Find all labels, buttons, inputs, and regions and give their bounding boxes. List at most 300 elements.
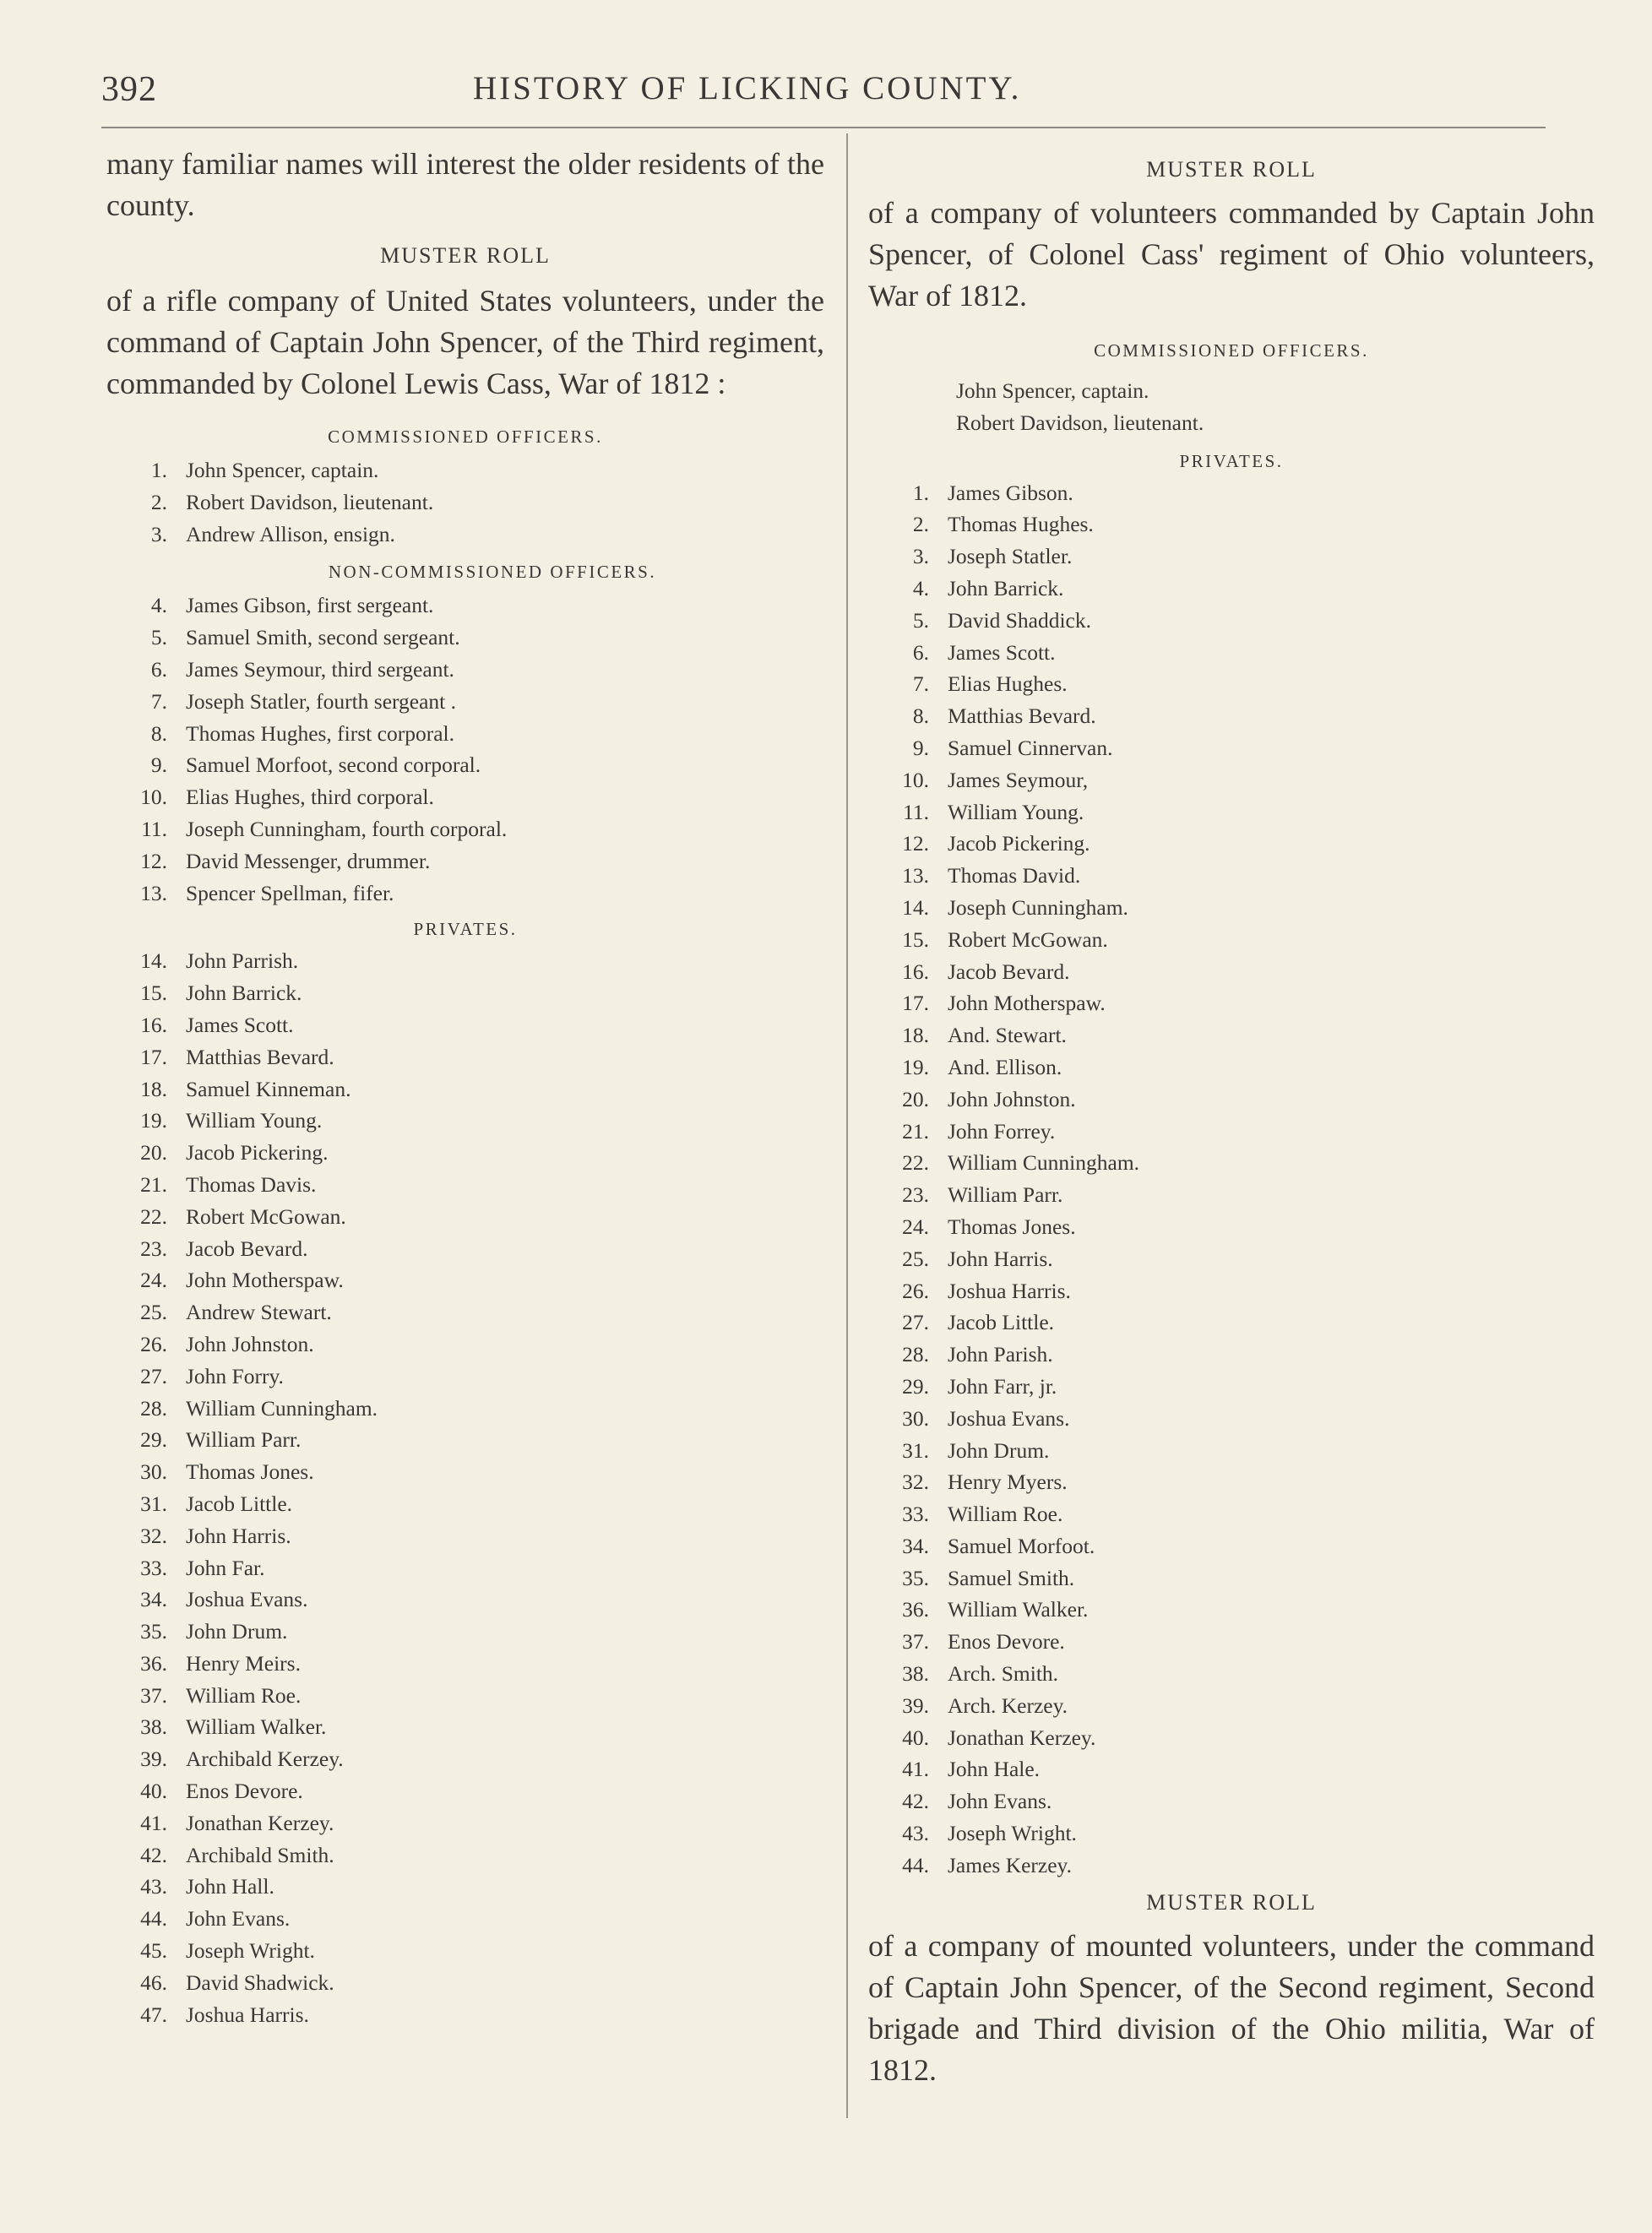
list-item	[106, 781, 824, 813]
entry-number: 33.	[902, 1502, 929, 1527]
list-item	[868, 732, 1595, 764]
entry-number: 23.	[902, 1182, 929, 1208]
entry-number: 15.	[140, 981, 167, 1006]
muster-roll-description-2: of a company of mounted volunteers, under the command of Captain John Spencer, of the Second regiment, Second brigade and Third division of the Ohio militia, War of 1812.	[868, 1928, 1595, 2087]
entry-number: 39.	[140, 1747, 167, 1772]
list-item	[868, 1435, 1595, 1467]
list-item	[868, 605, 1595, 637]
entry-name: Robert Davidson, lieutenant.	[186, 489, 434, 514]
list-item	[868, 1626, 1595, 1658]
entry-number: 10.	[140, 785, 167, 810]
entry-name: Matthias Bevard.	[948, 704, 1096, 729]
muster-roll-heading: MUSTER ROLL	[380, 243, 551, 268]
entry-name: Jacob Bevard.	[186, 1236, 308, 1261]
entry-number: 47.	[140, 2002, 167, 2027]
entry-number: 4.	[912, 575, 929, 600]
list-item	[106, 1488, 824, 1520]
entry-number: 32.	[902, 1470, 929, 1495]
muster-roll-heading-2: MUSTER ROLL	[1146, 1889, 1317, 1915]
entry-number: 27.	[902, 1310, 929, 1335]
list-item	[106, 718, 824, 750]
entry-number: 9.	[912, 735, 929, 760]
list-item	[106, 519, 824, 551]
list-item	[868, 1243, 1595, 1275]
entry-number: 40.	[902, 1725, 929, 1750]
entry-number: 24.	[140, 1268, 167, 1293]
list-item	[106, 686, 824, 718]
list-item	[868, 477, 1595, 509]
entry-name: Samuel Morfoot.	[948, 1533, 1095, 1558]
list-item	[868, 1211, 1595, 1243]
list-item	[106, 1520, 824, 1552]
entry-number: 14.	[902, 894, 929, 920]
list-item	[868, 987, 1595, 1019]
list-item	[868, 1658, 1595, 1690]
entry-name: John Forrey.	[948, 1118, 1056, 1144]
entry-number: 31.	[902, 1437, 929, 1463]
entry-name: Joshua Evans.	[186, 1587, 308, 1612]
entry-name: Archibald Smith.	[186, 1842, 334, 1867]
entry-name: John Johnston.	[186, 1331, 314, 1356]
entry-name: Jacob Bevard.	[948, 959, 1070, 984]
entry-name: Jacob Pickering.	[186, 1140, 329, 1165]
entry-number: 14.	[140, 948, 167, 974]
list-item	[868, 1019, 1595, 1051]
entry-name: Jonathan Kerzey.	[948, 1725, 1096, 1750]
entry-number: 46.	[140, 1969, 167, 1995]
entry-name: John Harris.	[948, 1246, 1053, 1271]
entry-number: 37.	[140, 1682, 167, 1708]
entry-name: John Harris.	[186, 1523, 291, 1548]
entry-number: 38.	[902, 1661, 929, 1687]
list-item	[106, 1967, 824, 1999]
entry-name: And. Ellison.	[948, 1054, 1062, 1079]
list-item	[106, 1264, 824, 1296]
entry-name: John Farr, jr.	[948, 1373, 1057, 1399]
list-item	[106, 1711, 824, 1743]
list-item	[868, 1179, 1595, 1211]
entry-name: John Hall.	[186, 1874, 274, 1899]
list-item	[106, 877, 824, 910]
entry-number: 21.	[902, 1118, 929, 1144]
muster-roll-description: of a rifle company of United States volunteers, under the command of Captain John Spencer, of the Third regiment, commanded by Colonel Lewis Cass, War of 1812 :	[106, 284, 824, 400]
list-item	[868, 541, 1595, 573]
entry-name: Arch. Kerzey.	[948, 1692, 1068, 1718]
entry-name: James Gibson, first sergeant.	[186, 593, 434, 618]
list-item	[106, 1041, 824, 1073]
entry-name: Joseph Cunningham, fourth corporal.	[186, 816, 508, 841]
entry-number: 20.	[140, 1140, 167, 1165]
list-item	[106, 1296, 824, 1328]
entry-number: 19.	[902, 1054, 929, 1079]
entry-number: 19.	[140, 1108, 167, 1133]
entry-number: 35.	[902, 1565, 929, 1590]
entry-name: Samuel Kinneman.	[186, 1076, 351, 1101]
entry-number: 45.	[140, 1938, 167, 1964]
list-item	[868, 1307, 1595, 1339]
entry-number: 11.	[903, 799, 929, 824]
entry-number: 18.	[140, 1076, 167, 1101]
entry-number: 43.	[902, 1821, 929, 1846]
header-rule	[101, 127, 1546, 128]
list-item	[868, 860, 1595, 892]
list-item	[106, 1648, 824, 1680]
entry-number: 44.	[902, 1852, 929, 1877]
entry-number: 31.	[140, 1491, 167, 1516]
list-item	[868, 1084, 1595, 1116]
entry-number: 36.	[140, 1650, 167, 1676]
entry-name: Joshua Harris.	[948, 1278, 1071, 1303]
entry-name: Arch. Smith.	[948, 1661, 1059, 1687]
list-item	[106, 1775, 824, 1807]
entry-name: John Motherspaw.	[948, 991, 1106, 1016]
entry-number: 11.	[141, 816, 167, 841]
muster-roll-heading: MUSTER ROLL	[1146, 157, 1317, 182]
list-item	[868, 1466, 1595, 1498]
entry-name: Thomas Jones.	[948, 1214, 1076, 1239]
list-item	[106, 1680, 824, 1712]
entry-name: James Scott.	[186, 1012, 294, 1037]
list-item	[106, 1903, 824, 1935]
entry-name: Robert Davidson, lieutenant.	[956, 410, 1204, 435]
entry-name: Joshua Harris.	[186, 2002, 309, 2027]
list-item	[868, 1785, 1595, 1817]
entry-name: Joseph Wright.	[186, 1938, 315, 1964]
entry-name: John Hale.	[948, 1757, 1041, 1782]
entry-number: 13.	[902, 863, 929, 888]
entry-number: 26.	[902, 1278, 929, 1303]
list-item	[868, 1817, 1595, 1850]
entry-name: Archibald Kerzey.	[186, 1747, 344, 1772]
running-head: HISTORY OF LICKING COUNTY.	[473, 70, 1022, 106]
entry-name: Samuel Smith.	[948, 1565, 1075, 1590]
entry-number: 1.	[912, 480, 929, 505]
entry-name: James Scott.	[948, 639, 1056, 665]
non-commissioned-officers-list	[106, 589, 824, 909]
list-item	[106, 1935, 824, 1967]
entry-number: 42.	[140, 1842, 167, 1867]
entry-name: John Johnston.	[948, 1086, 1076, 1111]
entry-name: James Seymour,	[948, 767, 1089, 792]
entry-name: Robert McGowan.	[186, 1203, 346, 1229]
list-item	[106, 1009, 824, 1041]
entry-name: John Drum.	[186, 1619, 288, 1644]
commissioned-officers-list	[868, 375, 1595, 439]
list-item	[106, 1393, 824, 1425]
list-item	[868, 573, 1595, 605]
list-item	[106, 454, 824, 486]
list-item	[868, 1850, 1595, 1882]
list-item	[868, 1594, 1595, 1626]
list-item	[106, 1328, 824, 1361]
non-commissioned-officers-heading: NON-COMMISSIONED OFFICERS.	[328, 562, 657, 583]
muster-roll-description: of a company of volunteers commanded by Captain John Spencer, of Colonel Cass' regiment of Ohio volunteers, War of 1812.	[868, 196, 1595, 312]
entry-number: 3.	[912, 544, 929, 569]
entry-number: 41.	[140, 1810, 167, 1835]
entry-name: John Evans.	[186, 1906, 291, 1931]
entry-name: Thomas Jones.	[186, 1459, 314, 1485]
entry-number: 22.	[902, 1150, 929, 1176]
entry-number: 5.	[150, 625, 167, 650]
entry-name: John Motherspaw.	[186, 1268, 344, 1293]
list-item	[106, 813, 824, 845]
entry-name: James Seymour, third sergeant.	[186, 656, 454, 682]
entry-number: 2.	[150, 489, 167, 514]
privates-heading: PRIVATES.	[413, 919, 518, 940]
entry-number: 34.	[902, 1533, 929, 1558]
entry-name: William Walker.	[948, 1597, 1089, 1622]
entry-name: Henry Myers.	[948, 1470, 1068, 1495]
entry-number: 28.	[140, 1395, 167, 1421]
entry-number: 21.	[140, 1171, 167, 1197]
entry-number: 38.	[140, 1714, 167, 1740]
list-item	[868, 637, 1595, 669]
list-item	[868, 764, 1595, 796]
list-item	[106, 1424, 824, 1456]
list-item	[868, 892, 1595, 924]
entry-number: 20.	[902, 1086, 929, 1111]
list-item	[106, 1169, 824, 1201]
entry-number: 17.	[140, 1044, 167, 1069]
privates-heading: PRIVATES.	[1179, 450, 1284, 471]
entry-name: William Young.	[186, 1108, 323, 1133]
list-item	[868, 668, 1595, 700]
entry-name: Jacob Little.	[186, 1491, 293, 1516]
entry-number: 43.	[140, 1874, 167, 1899]
list-item	[106, 1361, 824, 1393]
entry-name: William Walker.	[186, 1714, 327, 1740]
list-item	[106, 1807, 824, 1839]
entry-number: 37.	[902, 1629, 929, 1654]
entry-number: 16.	[902, 959, 929, 984]
entry-number: 12.	[140, 848, 167, 873]
entry-name: Samuel Cinnervan.	[948, 735, 1113, 760]
entry-number: 41.	[902, 1757, 929, 1782]
list-item	[868, 508, 1595, 541]
page-number: 392	[101, 70, 157, 109]
intro-paragraph: many familiar names will interest the older residents of the county.	[106, 147, 824, 222]
list-item	[868, 1690, 1595, 1722]
entry-number: 8.	[912, 704, 929, 729]
entry-number: 30.	[902, 1405, 929, 1431]
entry-number: 24.	[902, 1214, 929, 1239]
entry-number: 5.	[912, 607, 929, 633]
entry-name: John Spencer, captain.	[186, 458, 379, 482]
entry-name: Thomas David.	[948, 863, 1081, 888]
entry-name: William Cunningham.	[186, 1395, 378, 1421]
list-item	[868, 924, 1595, 956]
entry-number: 28.	[902, 1342, 929, 1367]
entry-name: Andrew Allison, ensign.	[186, 521, 395, 546]
entry-name: James Kerzey.	[948, 1852, 1073, 1877]
entry-number: 26.	[140, 1331, 167, 1356]
entry-name: John Barrick.	[948, 575, 1064, 600]
entry-name: William Cunningham.	[948, 1150, 1140, 1176]
entry-number: 9.	[150, 752, 167, 778]
entry-name: William Young.	[948, 799, 1084, 824]
entry-name: Robert McGowan.	[948, 926, 1108, 952]
entry-number: 7.	[150, 688, 167, 714]
left-column	[106, 144, 824, 2030]
entry-name: William Parr.	[186, 1427, 302, 1453]
list-item	[868, 1530, 1595, 1562]
list-item	[106, 589, 824, 622]
list-item	[868, 1051, 1595, 1084]
entry-number: 7.	[912, 671, 929, 697]
entry-name: John Barrick.	[186, 981, 302, 1006]
entry-name: Elias Hughes.	[948, 671, 1068, 697]
list-item	[106, 1233, 824, 1265]
list-item	[868, 1722, 1595, 1754]
list-item	[106, 1616, 824, 1648]
list-item	[106, 1584, 824, 1616]
entry-number: 40.	[140, 1779, 167, 1804]
entry-name: Enos Devore.	[186, 1779, 303, 1804]
entry-name: William Roe.	[948, 1502, 1063, 1527]
entry-number: 13.	[140, 880, 167, 905]
commissioned-officers-heading: COMMISSIONED OFFICERS.	[1094, 340, 1369, 361]
entry-number: 3.	[150, 521, 167, 546]
entry-number: 36.	[902, 1597, 929, 1622]
entry-number: 42.	[902, 1789, 929, 1814]
entry-name: William Roe.	[186, 1682, 302, 1708]
entry-name: Joseph Wright.	[948, 1821, 1077, 1846]
list-item	[106, 1999, 824, 2031]
entry-number: 4.	[150, 593, 167, 618]
entry-name: John Drum.	[948, 1437, 1050, 1463]
entry-number: 17.	[902, 991, 929, 1016]
list-item	[106, 1871, 824, 1903]
entry-number: 6.	[912, 639, 929, 665]
list-item	[106, 749, 824, 781]
entry-number: 27.	[140, 1363, 167, 1388]
entry-name: John Spencer, captain.	[956, 378, 1149, 403]
commissioned-officers-list	[106, 454, 824, 550]
column-rule	[846, 133, 848, 2118]
entry-number: 33.	[140, 1555, 167, 1580]
entry-number: 44.	[140, 1906, 167, 1931]
right-column	[868, 144, 1595, 2091]
entry-number: 30.	[140, 1459, 167, 1485]
entry-name: John Evans.	[948, 1789, 1052, 1814]
list-item	[868, 956, 1595, 988]
privates-list	[106, 945, 824, 2030]
entry-name: John Far.	[186, 1555, 265, 1580]
entry-number: 34.	[140, 1587, 167, 1612]
entry-number: 8.	[150, 720, 167, 746]
entry-number: 6.	[150, 656, 167, 682]
entry-name: David Shaddick.	[948, 607, 1091, 633]
list-item	[106, 1552, 824, 1584]
list-item	[106, 486, 824, 519]
entry-name: David Shadwick.	[186, 1969, 334, 1995]
entry-name: Jonathan Kerzey.	[186, 1810, 334, 1835]
entry-name: William Parr.	[948, 1182, 1063, 1208]
entry-number: 39.	[902, 1692, 929, 1718]
entry-name: Spencer Spellman, fifer.	[186, 880, 394, 905]
entry-name: Jacob Little.	[948, 1310, 1055, 1335]
entry-number: 12.	[902, 831, 929, 856]
list-item	[868, 1371, 1595, 1403]
list-item	[868, 407, 1595, 439]
entry-number: 15.	[902, 926, 929, 952]
entry-number: 18.	[902, 1023, 929, 1048]
entry-name: Henry Meirs.	[186, 1650, 301, 1676]
entry-number: 25.	[902, 1246, 929, 1271]
entry-name: Joseph Statler.	[948, 544, 1073, 569]
entry-name: Jacob Pickering.	[948, 831, 1090, 856]
entry-name: Enos Devore.	[948, 1629, 1065, 1654]
list-item	[868, 796, 1595, 829]
entry-number: 25.	[140, 1300, 167, 1325]
list-item	[106, 977, 824, 1009]
list-item	[106, 1456, 824, 1488]
list-item	[868, 700, 1595, 732]
entry-name: David Messenger, drummer.	[186, 848, 431, 873]
entry-number: 29.	[902, 1373, 929, 1399]
entry-number: 29.	[140, 1427, 167, 1453]
list-item	[106, 945, 824, 977]
list-item	[106, 1137, 824, 1169]
commissioned-officers-heading: COMMISSIONED OFFICERS.	[328, 426, 603, 447]
entry-name: Joshua Evans.	[948, 1405, 1070, 1431]
list-item	[868, 828, 1595, 860]
list-item	[868, 375, 1595, 407]
entry-number: 10.	[902, 767, 929, 792]
entry-name: Elias Hughes, third corporal.	[186, 785, 434, 810]
entry-name: John Forry.	[186, 1363, 284, 1388]
list-item	[868, 1403, 1595, 1435]
list-item	[868, 1339, 1595, 1371]
entry-name: Joseph Statler, fourth sergeant .	[186, 688, 457, 714]
list-item	[106, 845, 824, 877]
list-item	[868, 1116, 1595, 1148]
entry-name: John Parrish.	[186, 948, 299, 974]
entry-name: Samuel Smith, second sergeant.	[186, 625, 460, 650]
entry-name: Joseph Cunningham.	[948, 894, 1128, 920]
list-item	[868, 1147, 1595, 1179]
list-item	[106, 1105, 824, 1137]
entry-name: Samuel Morfoot, second corporal.	[186, 752, 481, 778]
list-item	[106, 1743, 824, 1775]
entry-name: James Gibson.	[948, 480, 1073, 505]
entry-name: Thomas Hughes, first corporal.	[186, 720, 454, 746]
list-item	[106, 622, 824, 654]
list-item	[868, 1753, 1595, 1785]
entry-number: 22.	[140, 1203, 167, 1229]
entry-name: Andrew Stewart.	[186, 1300, 332, 1325]
list-item	[868, 1562, 1595, 1595]
privates-list	[868, 477, 1595, 1882]
entry-name: John Parish.	[948, 1342, 1053, 1367]
entry-number: 2.	[912, 512, 929, 537]
entry-number: 23.	[140, 1236, 167, 1261]
entry-number: 35.	[140, 1619, 167, 1644]
entry-number: 16.	[140, 1012, 167, 1037]
list-item	[106, 654, 824, 686]
list-item	[868, 1498, 1595, 1530]
entry-name: And. Stewart.	[948, 1023, 1067, 1048]
entry-number: 1.	[150, 458, 167, 482]
list-item	[106, 1073, 824, 1106]
list-item	[868, 1275, 1595, 1307]
entry-number: 32.	[140, 1523, 167, 1548]
entry-name: Thomas Hughes.	[948, 512, 1094, 537]
list-item	[106, 1201, 824, 1233]
entry-name: Matthias Bevard.	[186, 1044, 334, 1069]
entry-name: Thomas Davis.	[186, 1171, 317, 1197]
list-item	[106, 1839, 824, 1872]
